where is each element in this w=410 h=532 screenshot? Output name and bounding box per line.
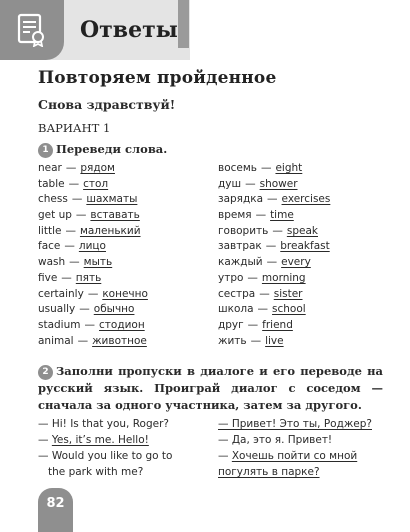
- word-pair: [38, 303, 148, 319]
- task-2-text: Заполни пропуски в диалоге и его переводе на русский язык. Проиграй диалог с соседом — сначала за одного участника, затем за другого.: [38, 364, 383, 412]
- word-pair: [218, 162, 330, 178]
- word-source: друг: [218, 318, 244, 331]
- word-pair: [38, 240, 148, 256]
- word-source: table: [38, 177, 65, 190]
- task-1-text: Переведи слова.: [56, 142, 168, 156]
- word-source: get up: [38, 209, 72, 222]
- variant-label: ВАРИАНТ 1: [38, 121, 111, 135]
- page-number-tab: [38, 488, 73, 532]
- dash: —: [77, 334, 89, 347]
- dash: —: [245, 177, 256, 190]
- word-source: chess: [38, 193, 68, 206]
- word-source: жить: [218, 334, 247, 347]
- word-source: восемь: [218, 162, 257, 174]
- task-number-badge: 1: [38, 143, 53, 158]
- word-answer: маленький: [79, 224, 141, 237]
- word-pair: [218, 319, 330, 335]
- dash: —: [79, 303, 90, 316]
- dash: —: [272, 224, 283, 237]
- word-answer: стодион: [99, 318, 145, 331]
- dialog-line: — Хочешь пойти со мной: [218, 450, 358, 462]
- word-source: сестра: [218, 287, 256, 300]
- word-pair: [38, 319, 148, 335]
- dash: —: [259, 287, 270, 300]
- header-icon-box: [0, 0, 64, 60]
- dash: —: [247, 271, 258, 284]
- word-source: время: [218, 209, 252, 222]
- word-source: usually: [38, 303, 76, 316]
- word-source: stadium: [38, 318, 81, 331]
- subsection-title: Снова здравствуй!: [38, 97, 176, 112]
- word-answer: sister: [273, 287, 303, 300]
- word-source: утро: [218, 271, 244, 284]
- word-answer: вставать: [90, 209, 140, 222]
- word-answer: конечно: [102, 287, 148, 300]
- word-pair: [218, 225, 330, 241]
- dialog-line: — Hi! Is that you, Roger?: [38, 418, 169, 430]
- dash: —: [267, 193, 278, 206]
- word-pair: [38, 272, 148, 288]
- dash: —: [65, 162, 77, 174]
- word-answer: животное: [92, 334, 147, 347]
- word-pair: [218, 272, 330, 288]
- word-answer: рядом: [80, 162, 115, 174]
- dash: —: [257, 303, 269, 316]
- dialog-russian: [218, 416, 383, 480]
- word-source: wash: [38, 256, 66, 269]
- word-list-left: [38, 162, 148, 350]
- word-answer: обычно: [93, 303, 135, 316]
- word-answer: exercises: [281, 193, 331, 206]
- dialog-line: — Да, это я. Привет!: [218, 434, 333, 446]
- dash: —: [61, 271, 72, 284]
- section-title: Повторяем пройденное: [38, 68, 277, 88]
- dash: —: [84, 318, 95, 331]
- task-2-heading: [38, 363, 383, 414]
- word-answer: school: [272, 303, 306, 316]
- word-pair: [38, 288, 148, 304]
- word-source: школа: [218, 303, 254, 316]
- dash: —: [64, 240, 75, 253]
- page-number: 82: [46, 496, 65, 511]
- word-pair: [38, 225, 148, 241]
- word-source: face: [38, 240, 61, 253]
- dialog-answer: Yes, it’s me. Hello!: [51, 434, 149, 446]
- word-answer: пять: [75, 271, 102, 284]
- word-pair: [218, 288, 330, 304]
- dialog-english: [38, 416, 208, 480]
- dialog-answer: Хочешь пойти со мной: [231, 450, 358, 462]
- word-answer: morning: [261, 271, 306, 284]
- dash: —: [65, 224, 76, 237]
- dash: —: [75, 209, 87, 222]
- word-source: five: [38, 271, 58, 284]
- word-answer: shower: [259, 177, 298, 190]
- word-pair: [218, 178, 330, 194]
- word-answer: speak: [286, 224, 318, 237]
- word-answer: стол: [83, 177, 109, 190]
- page-header-title: Ответы: [80, 17, 178, 43]
- task-1-heading: [38, 142, 167, 158]
- word-pair: [218, 240, 330, 256]
- dash: —: [68, 177, 80, 190]
- word-pair: [38, 162, 148, 178]
- word-source: certainly: [38, 287, 84, 300]
- dialog-line: — Would you like to go to: [38, 450, 173, 462]
- word-pair: [218, 256, 330, 272]
- dialog-line: — Yes, it’s me. Hello!: [38, 434, 149, 446]
- dash: —: [247, 318, 259, 331]
- word-answer: friend: [262, 318, 293, 331]
- word-pair: [38, 178, 148, 194]
- word-answer: мыть: [83, 256, 113, 269]
- dash: —: [255, 209, 267, 222]
- dialog-answer: погулять в парке?: [218, 466, 320, 478]
- word-answer: every: [281, 256, 311, 269]
- word-source: зарядка: [218, 193, 264, 206]
- word-pair: [38, 193, 148, 209]
- word-source: говорить: [218, 224, 269, 237]
- word-answer: live: [265, 334, 284, 347]
- word-pair: [218, 193, 330, 209]
- dialog-answer: — Привет! Это ты, Роджер?: [218, 418, 372, 430]
- dash: —: [260, 162, 272, 174]
- word-source: душ: [218, 177, 242, 190]
- header-accent-strip: [178, 0, 189, 48]
- word-pair: [38, 209, 148, 225]
- word-list-right: [218, 162, 330, 350]
- word-source: каждый: [218, 256, 263, 269]
- dash: —: [71, 193, 83, 206]
- dash: —: [69, 256, 80, 269]
- dash: —: [266, 256, 278, 269]
- word-pair: [38, 256, 148, 272]
- word-source: little: [38, 224, 62, 237]
- word-answer: time: [270, 209, 294, 222]
- dash: —: [87, 287, 99, 300]
- word-answer: eight: [275, 162, 303, 174]
- word-pair: [218, 335, 330, 351]
- word-pair: [218, 209, 330, 225]
- word-source: near: [38, 162, 62, 174]
- word-pair: [38, 335, 148, 351]
- dash: —: [265, 240, 277, 253]
- word-source: animal: [38, 334, 74, 347]
- task-number-badge: 2: [38, 365, 53, 380]
- dialog-line: the park with me?: [48, 466, 144, 478]
- word-answer: breakfast: [280, 240, 330, 253]
- word-pair: [218, 303, 330, 319]
- word-source: завтрак: [218, 240, 262, 253]
- certificate-icon: [17, 13, 47, 47]
- word-answer: лицо: [78, 240, 106, 253]
- dash: —: [250, 334, 262, 347]
- word-answer: шахматы: [86, 193, 138, 206]
